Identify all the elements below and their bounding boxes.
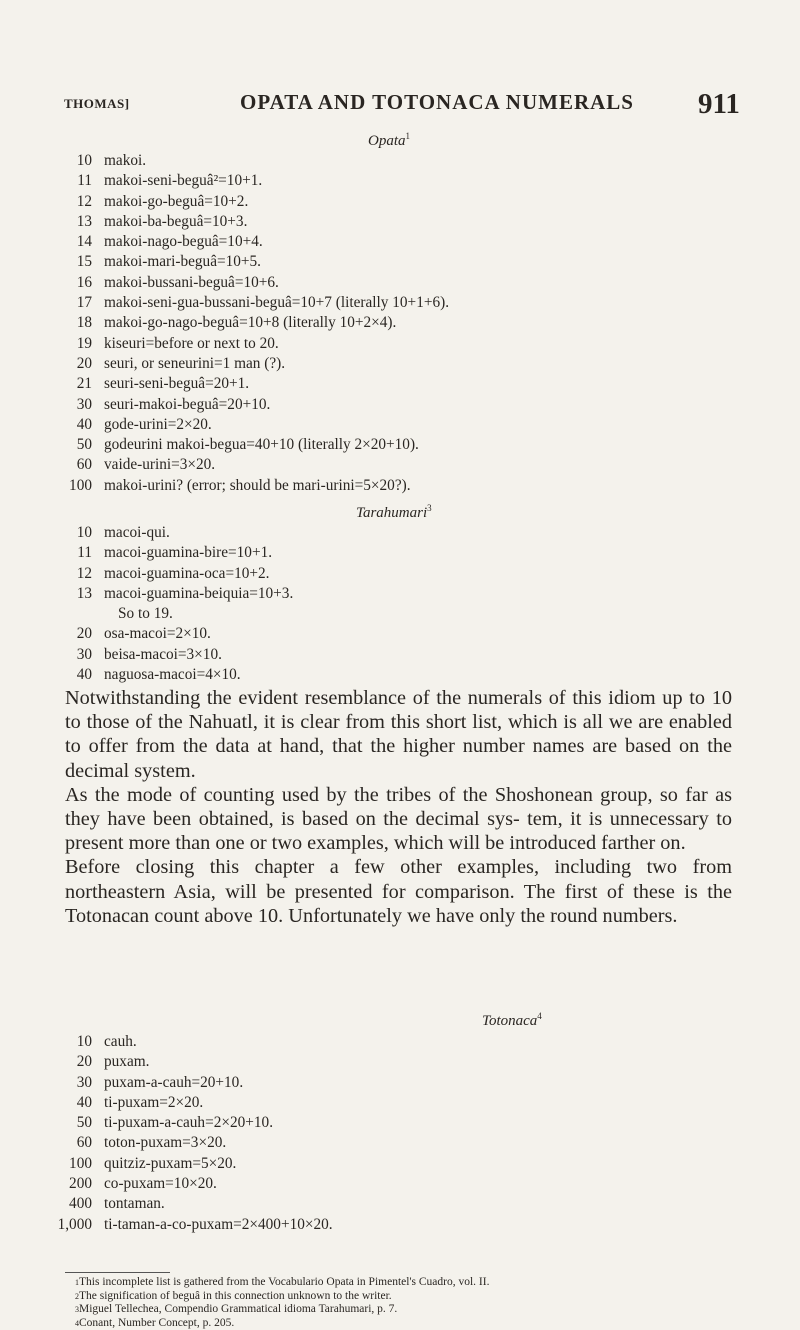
numeral-word: seuri-makoi-beguâ=20+10. xyxy=(104,395,271,413)
numeral-word: seuri-seni-beguâ=20+1. xyxy=(104,375,250,393)
numeral-row xyxy=(0,645,800,665)
running-header xyxy=(0,88,800,128)
numeral-row xyxy=(0,415,800,435)
numeral-row xyxy=(0,334,800,354)
numeral-value: 15 xyxy=(76,253,92,271)
numeral-row xyxy=(0,151,800,171)
numeral-row xyxy=(0,313,800,333)
footnote-text: Conant, Number Concept, p. 205. xyxy=(79,1316,235,1329)
numeral-value: 12 xyxy=(76,564,92,582)
numeral-row xyxy=(0,1052,800,1072)
numeral-word: puxam-a-cauh=20+10. xyxy=(104,1073,244,1091)
tarahumari-heading xyxy=(356,505,432,522)
numeral-word: ti-puxam=2×20. xyxy=(104,1093,204,1111)
numeral-row xyxy=(0,476,800,496)
numeral-word: ti-taman-a-co-puxam=2×400+10×20. xyxy=(104,1215,333,1233)
numeral-value: 10 xyxy=(76,524,92,541)
numeral-word: makoi. xyxy=(104,152,147,169)
numeral-word: co-puxam=10×20. xyxy=(104,1175,217,1193)
footnotes xyxy=(75,1276,765,1330)
totonaca-heading xyxy=(482,1013,542,1030)
paragraph: Before closing this chapter a few other examples, including two from northeastern Asia, will be presented for comparison. The first of these is the Totonacan count above 10. Unfortunately we have only the round numbers. xyxy=(65,856,732,927)
numeral-value: 20 xyxy=(76,354,92,372)
numeral-value: 14 xyxy=(76,233,92,251)
numeral-row xyxy=(0,1133,800,1153)
numeral-value: 50 xyxy=(76,436,92,454)
numeral-value: 30 xyxy=(76,1073,92,1091)
numeral-word: beisa-macoi=3×10. xyxy=(104,645,222,663)
numeral-row xyxy=(0,564,800,584)
totonaca-title: Totonaca xyxy=(482,1013,538,1029)
numeral-value: 20 xyxy=(76,625,92,643)
numeral-value: 12 xyxy=(76,192,92,210)
numeral-word: tontaman. xyxy=(104,1195,165,1213)
numeral-row xyxy=(0,354,800,374)
footnote xyxy=(75,1290,765,1304)
numeral-row xyxy=(0,1194,800,1214)
page-number: 911 xyxy=(698,88,740,120)
opata-title: Opata xyxy=(368,133,406,149)
numeral-value: 100 xyxy=(69,476,92,494)
numeral-row xyxy=(0,212,800,232)
numeral-value: 200 xyxy=(69,1175,92,1193)
numeral-word: makoi-ba-beguâ=10+3. xyxy=(104,212,248,230)
tarahumari-numeral-list xyxy=(0,523,800,685)
footnote-mark: 3 xyxy=(75,1305,79,1315)
numeral-row xyxy=(0,604,800,624)
numeral-value: 17 xyxy=(76,294,92,312)
numeral-word: osa-macoi=2×10. xyxy=(104,625,211,643)
numeral-word: macoi-guamina-beiquia=10+3. xyxy=(104,584,294,602)
numeral-word: makoi-go-nago-beguâ=10+8 (literally 10+2×4). xyxy=(104,314,397,332)
numeral-value: 40 xyxy=(76,1093,92,1111)
numeral-word: makoi-nago-beguâ=10+4. xyxy=(104,233,263,251)
numeral-row xyxy=(0,1174,800,1194)
numeral-value: 40 xyxy=(76,415,92,433)
numeral-word: kiseuri=before or next to 20. xyxy=(104,334,279,352)
numeral-word: ti-puxam-a-cauh=2×20+10. xyxy=(104,1114,274,1132)
numeral-row xyxy=(0,252,800,272)
numeral-word: makoi-urini? (error; should be mari-urini=5×20?). xyxy=(104,476,411,494)
paragraph: As the mode of counting used by the tribes of the Shoshonean group, so far as they have been obtained, is based on the decimal sys- tem, it is unnecessary to present more than one or two examples, which will be introduced farther on. xyxy=(65,783,732,855)
numeral-value: 21 xyxy=(76,375,92,393)
body-text xyxy=(65,686,732,928)
paragraph: Notwithstanding the evident resemblance of the numerals of this idiom up to 10 to those of the Nahuatl, it is clear from this short list, which is all we are enabled to offer from the data at hand, that the higher number names are based on the decimal system. xyxy=(65,687,732,782)
numeral-value: 60 xyxy=(76,1134,92,1152)
numeral-row xyxy=(0,1073,800,1093)
numeral-row xyxy=(0,624,800,644)
numeral-row xyxy=(0,523,800,543)
numeral-row xyxy=(0,1215,800,1235)
tarahumari-title: Tarahumari xyxy=(356,505,428,521)
numeral-row xyxy=(0,273,800,293)
numeral-row xyxy=(0,584,800,604)
numeral-value: 20 xyxy=(76,1053,92,1071)
numeral-word: makoi-go-beguâ=10+2. xyxy=(104,192,249,210)
footnote-mark: 1 xyxy=(75,1278,79,1287)
numeral-value: 11 xyxy=(77,544,92,562)
numeral-value: 10 xyxy=(76,152,92,169)
numeral-value: 13 xyxy=(76,584,92,602)
numeral-value: 30 xyxy=(76,645,92,663)
numeral-word: cauh. xyxy=(104,1033,137,1050)
numeral-row xyxy=(0,171,800,191)
numeral-row xyxy=(0,374,800,394)
numeral-word: naguosa-macoi=4×10. xyxy=(104,666,241,684)
numeral-row xyxy=(0,1032,800,1052)
numeral-value: 40 xyxy=(76,666,92,684)
numeral-word: gode-urini=2×20. xyxy=(104,415,212,433)
numeral-value: 13 xyxy=(76,212,92,230)
header-title: OPATA AND TOTONACA NUMERALS xyxy=(240,90,634,114)
numeral-row xyxy=(0,1093,800,1113)
numeral-value: 100 xyxy=(69,1154,92,1172)
footnote-mark: 4 xyxy=(75,1318,79,1328)
numeral-row xyxy=(0,232,800,252)
numeral-word: So to 19. xyxy=(118,605,173,623)
footnote-mark: 2 xyxy=(75,1291,79,1301)
numeral-word: makoi-bussani-beguâ=10+6. xyxy=(104,273,279,291)
totonaca-numeral-list xyxy=(0,1032,800,1235)
numeral-word: quitziz-puxam=5×20. xyxy=(104,1154,237,1172)
numeral-word: macoi-qui. xyxy=(104,524,170,541)
footnote xyxy=(75,1276,765,1290)
footnote-text: Miguel Tellechea, Compendio Grammatical idioma Tarahumari, p. 7. xyxy=(79,1303,398,1316)
numeral-word: puxam. xyxy=(104,1053,150,1071)
footnote-rule xyxy=(65,1272,170,1273)
numeral-row xyxy=(0,455,800,475)
numeral-word: makoi-seni-beguâ²=10+1. xyxy=(104,172,263,190)
numeral-row xyxy=(0,665,800,685)
numeral-word: godeurini makoi-begua=40+10 (literally 2×20+10). xyxy=(104,436,419,454)
tarahumari-note-mark: 3 xyxy=(427,503,432,513)
numeral-row xyxy=(0,192,800,212)
numeral-value: 400 xyxy=(69,1195,92,1213)
numeral-word: vaide-urini=3×20. xyxy=(104,456,216,474)
numeral-word: makoi-mari-beguâ=10+5. xyxy=(104,253,262,271)
numeral-word: macoi-guamina-oca=10+2. xyxy=(104,564,270,582)
numeral-word: makoi-seni-gua-bussani-beguâ=10+7 (literally 10+1+6). xyxy=(104,294,450,312)
numeral-value: 11 xyxy=(77,172,92,190)
numeral-value: 1,000 xyxy=(57,1215,92,1233)
numeral-value: 30 xyxy=(76,395,92,413)
numeral-value: 60 xyxy=(76,456,92,474)
header-author: THOMAS] xyxy=(64,96,130,111)
numeral-word: macoi-guamina-bire=10+1. xyxy=(104,544,273,562)
opata-note-mark: 1 xyxy=(405,131,410,141)
footnote-text: The signification of beguâ in this connection unknown to the writer. xyxy=(79,1289,392,1302)
footnote xyxy=(75,1317,765,1330)
numeral-value: 19 xyxy=(76,334,92,352)
footnote-text: This incomplete list is gathered from the Vocabulario Opata in Pimentel's Cuadro, vol. II. xyxy=(79,1276,490,1288)
numeral-value: 50 xyxy=(76,1114,92,1132)
numeral-row xyxy=(0,395,800,415)
numeral-word: toton-puxam=3×20. xyxy=(104,1134,227,1152)
numeral-word: seuri, or seneurini=1 man (?). xyxy=(104,354,286,372)
numeral-value: 10 xyxy=(76,1033,92,1050)
numeral-row xyxy=(0,1113,800,1133)
numeral-row xyxy=(0,543,800,563)
numeral-row xyxy=(0,1154,800,1174)
numeral-value: 16 xyxy=(76,273,92,291)
totonaca-note-mark: 4 xyxy=(537,1011,542,1021)
opata-numeral-list xyxy=(0,151,800,496)
opata-heading xyxy=(368,133,410,150)
numeral-row xyxy=(0,435,800,455)
footnote xyxy=(75,1303,765,1317)
numeral-value: 18 xyxy=(76,314,92,332)
numeral-row xyxy=(0,293,800,313)
